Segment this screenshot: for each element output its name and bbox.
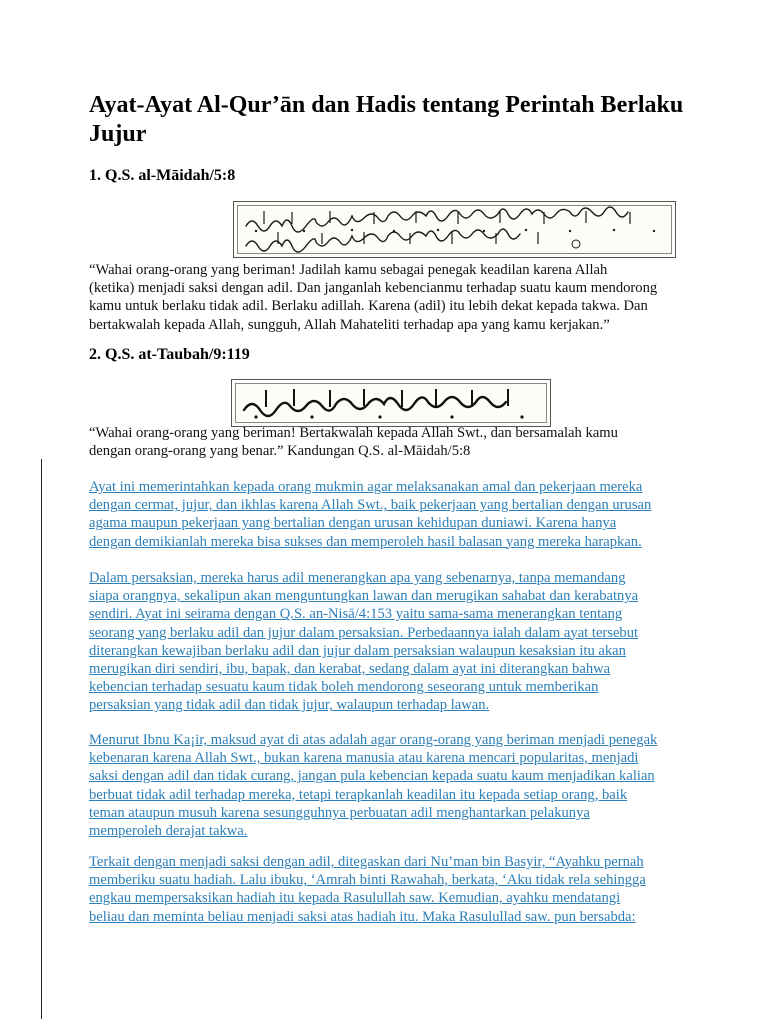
text-line: agama maupun pekerjaan yang bertalian dengan urusan kehidupan duniawi. Karena hanya: [89, 515, 617, 532]
text-line: memperoleh derajat takwa.: [89, 823, 248, 840]
text-line: beliau dan meminta beliau menjadi saksi atas hadiah itu. Maka Rasulullad saw. pun bersabda:: [89, 908, 636, 925]
arabic-calligraphy-icon: [232, 380, 550, 426]
text-line: diterangkan kewajiban berlaku adil dan jujur dalam persaksian walaupun kesaksian itu akan: [89, 642, 626, 659]
text-line: memberiku suatu hadiah. Lalu ibuku, ‘Amrah binti Rawahah, berkata, ‘Aku tidak rela sehingga: [89, 872, 646, 889]
text-line: engkau mempersaksikan hadiah itu kepada Rasulullah saw. Kemudian, ayahku mendatangi: [89, 890, 621, 907]
text-line: saksi dengan adil dan tidak curang, jangan pula kebencian kepada suatu kaum menjadikan kalian: [89, 768, 655, 785]
text-line: seorang yang berlaku adil dan jujur dalam persaksian. Perbedaannya ialah dalam ayat tersebut: [89, 624, 639, 641]
text-line: dengan demikianlah mereka bisa sukses dan memperoleh hasil balasan yang mereka harapkan.: [89, 533, 642, 550]
text-line: berbuat tidak adil terhadap mereka, tetapi terapkanlah keadilan itu kepada setiap orang, baik: [89, 786, 628, 803]
arabic-verse-image-attaubah: [231, 379, 551, 427]
text-line: teman ataupun musuh karena sesungguhnya perbuatan adil menghantarkan pelakunya: [89, 804, 590, 821]
arabic-calligraphy-icon: [234, 202, 675, 257]
text-line: merugikan diri sendiri, ibu, bapak, dan kerabat, sedang dalam ayat ini diterangkan bahwa: [89, 661, 611, 678]
paragraph-link[interactable]: [89, 731, 657, 840]
text-line: Ayat ini memerintahkan kepada orang mukmin agar melaksanakan amal dan pekerjaan mereka: [89, 479, 643, 495]
text-line: “Wahai orang-orang yang beriman! Bertakwalah kepada Allah Swt., dan bersamalah kamu: [89, 425, 618, 441]
section-heading-attaubah: 2. Q.S. at-Taubah/9:119: [89, 346, 250, 363]
text-line: kamu untuk berlaku tidak adil. Berlaku adillah. Karena (adil) itu lebih dekat kepada takwa. Dan: [89, 298, 648, 315]
text-line: dengan cermat, jujur, dan ikhlas karena Allah Swt., baik pekerjaan yang bertalian dengan urusan: [89, 497, 652, 514]
text-line: “Wahai orang-orang yang beriman! Jadilah kamu sebagai penegak keadilan karena Allah: [89, 262, 608, 278]
paragraph-link[interactable]: [89, 853, 646, 926]
text-line: dengan orang-orang yang benar.” Kandungan Q.S. al-Māidah/5:8: [89, 443, 471, 460]
text-line: (ketika) menjadi saksi dengan adil. Dan janganlah kebencianmu terhadap suatu kaum mendorong: [89, 280, 658, 297]
text-line: Terkait dengan menjadi saksi dengan adil, ditegaskan dari Nu’man bin Basyir, “Ayahku pernah: [89, 854, 644, 870]
paragraph-link[interactable]: [89, 478, 651, 551]
text-line: Menurut Ibnu Ka¡ir, maksud ayat di atas adalah agar orang-orang yang beriman menjadi penegak: [89, 732, 658, 748]
text-line: siapa orangnya, sekalipun akan menguntungkan lawan dan merugikan sahabat dan kerabatnya: [89, 588, 639, 605]
text-line: Dalam persaksian, mereka harus adil menerangkan apa yang sebenarnya, tanpa memandang: [89, 570, 626, 586]
text-line: kebenaran karena Allah Swt., bukan karena manusia atau karena mencari popularitas, menjadi: [89, 750, 639, 767]
translation-almaidah: [89, 261, 657, 334]
text-line: sendiri. Ayat ini seirama dengan Q.S. an-Nisā/4:153 yaitu sama-sama menerangkan tentang: [89, 606, 623, 623]
page-title: Ayat-Ayat Al-Qur’ān dan Hadis tentang Perintah Berlaku Jujur: [89, 92, 684, 147]
translation-attaubah: [89, 424, 618, 460]
arabic-verse-image-almaidah: [233, 201, 676, 258]
text-line: bertakwalah kepada Allah, sungguh, Allah Mahateliti terhadap apa yang kamu kerjakan.”: [89, 316, 610, 333]
text-line: kebencian terhadap sesuatu kaum tidak boleh mendorong seseorang untuk memberikan: [89, 679, 599, 696]
margin-bar: [41, 459, 42, 1019]
section-heading-almaidah: 1. Q.S. al-Māidah/5:8: [89, 167, 236, 184]
paragraph-link[interactable]: [89, 569, 638, 715]
text-line: persaksian yang tidak adil dan tidak jujur, walaupun terhadap lawan.: [89, 697, 490, 714]
